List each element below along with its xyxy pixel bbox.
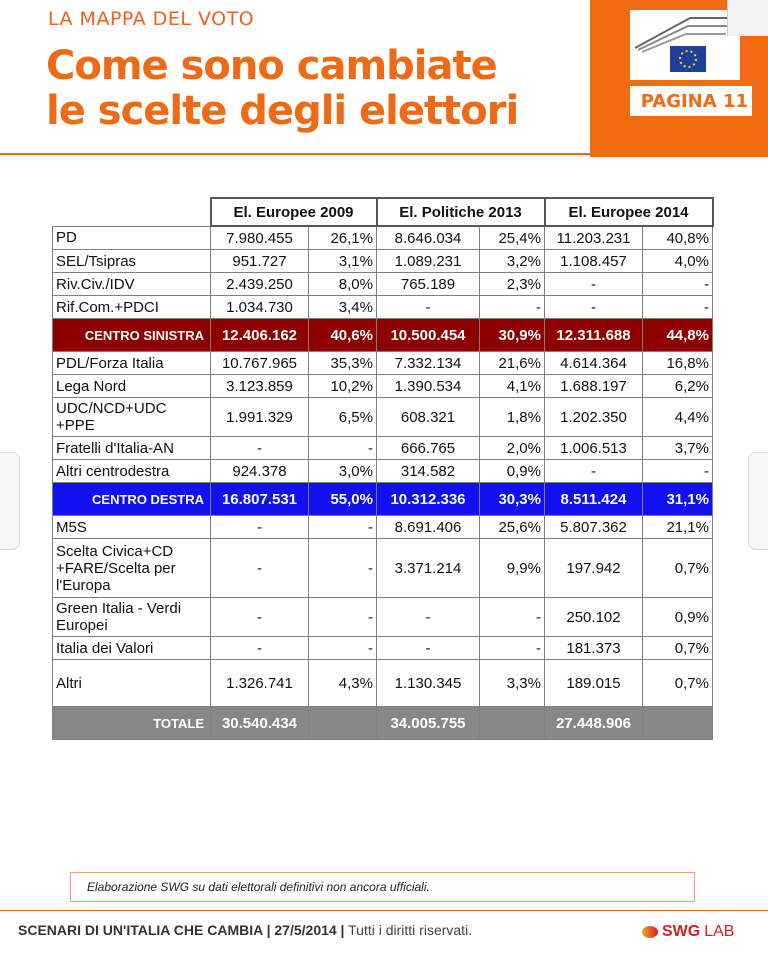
page-title	[46, 44, 518, 134]
percent-cell: 21,6%	[480, 352, 545, 375]
row-label: SEL/Tsipras	[53, 250, 211, 273]
footer-title: SCENARI DI UN'ITALIA CHE CAMBIA | 27/5/2014 |	[18, 922, 345, 938]
votes-cell: 189.015	[545, 660, 643, 707]
footer-divider	[0, 910, 768, 911]
percent-cell	[309, 707, 377, 740]
column-header: El. Politiche 2013	[377, 198, 545, 226]
row-label: Altri	[53, 660, 211, 707]
percent-cell	[643, 707, 713, 740]
votes-cell: 1.688.197	[545, 375, 643, 398]
votes-cell: 12.311.688	[545, 319, 643, 352]
percent-cell: -	[309, 539, 377, 598]
logo-sub: LAB	[704, 923, 735, 940]
table-row	[53, 375, 713, 398]
votes-cell: 16.807.531	[211, 483, 309, 516]
table-row	[53, 226, 713, 250]
votes-cell: 250.102	[545, 598, 643, 637]
row-label: Lega Nord	[53, 375, 211, 398]
votes-cell: 5.807.362	[545, 516, 643, 539]
votes-cell: 924.378	[211, 460, 309, 483]
votes-cell: -	[377, 637, 480, 660]
votes-cell: -	[377, 598, 480, 637]
percent-cell: 8,0%	[309, 273, 377, 296]
votes-cell: 1.390.534	[377, 375, 480, 398]
row-label: TOTALE	[53, 707, 211, 740]
votes-cell: 10.767.965	[211, 352, 309, 375]
percent-cell: 4,4%	[643, 398, 713, 437]
percent-cell: 9,9%	[480, 539, 545, 598]
votes-cell: 1.108.457	[545, 250, 643, 273]
percent-cell: 40,6%	[309, 319, 377, 352]
percent-cell: 30,9%	[480, 319, 545, 352]
percent-cell: 21,1%	[643, 516, 713, 539]
logo-main: SWG	[662, 923, 701, 940]
votes-cell: 12.406.162	[211, 319, 309, 352]
percent-cell: 2,3%	[480, 273, 545, 296]
percent-cell: 31,1%	[643, 483, 713, 516]
votes-cell: 1.089.231	[377, 250, 480, 273]
row-label: PDL/Forza Italia	[53, 352, 211, 375]
percent-cell: 25,4%	[480, 226, 545, 250]
percent-cell: 0,7%	[643, 637, 713, 660]
votes-cell: 1.006.513	[545, 437, 643, 460]
votes-cell: -	[545, 296, 643, 319]
percent-cell: 44,8%	[643, 319, 713, 352]
parliament-logo-icon	[630, 10, 740, 80]
table-header-row	[53, 198, 713, 226]
row-label: Riv.Civ./IDV	[53, 273, 211, 296]
votes-cell: 10.312.336	[377, 483, 480, 516]
votes-cell: -	[545, 273, 643, 296]
percent-cell: -	[643, 296, 713, 319]
percent-cell: 3,7%	[643, 437, 713, 460]
votes-cell: 8.511.424	[545, 483, 643, 516]
percent-cell: 6,5%	[309, 398, 377, 437]
source-note: Elaborazione SWG su dati elettorali definitivi non ancora ufficiali.	[70, 872, 695, 902]
votes-cell: 314.582	[377, 460, 480, 483]
column-header: El. Europee 2014	[545, 198, 713, 226]
table-row	[53, 398, 713, 437]
votes-cell: 30.540.434	[211, 707, 309, 740]
percent-cell: -	[309, 437, 377, 460]
previous-page-tab[interactable]	[0, 452, 20, 550]
row-label: CENTRO SINISTRA	[53, 319, 211, 352]
row-label: UDC/NCD+UDC +PPE	[53, 398, 211, 437]
results-table	[52, 197, 714, 740]
next-page-tab[interactable]	[748, 452, 768, 550]
votes-cell: 1.202.350	[545, 398, 643, 437]
percent-cell: 0,7%	[643, 660, 713, 707]
votes-cell: 1.130.345	[377, 660, 480, 707]
row-label: Fratelli d'Italia-AN	[53, 437, 211, 460]
percent-cell: 30,3%	[480, 483, 545, 516]
votes-cell: -	[211, 516, 309, 539]
table-row	[53, 437, 713, 460]
row-label: M5S	[53, 516, 211, 539]
row-label: CENTRO DESTRA	[53, 483, 211, 516]
votes-cell: 181.373	[545, 637, 643, 660]
percent-cell: -	[480, 598, 545, 637]
table-row	[53, 273, 713, 296]
percent-cell: -	[480, 637, 545, 660]
percent-cell: 3,4%	[309, 296, 377, 319]
swg-swirl-icon	[642, 926, 658, 938]
footer-rights: Tutti i diritti riservati.	[344, 922, 473, 938]
row-label: PD	[53, 226, 211, 250]
votes-cell: 4.614.364	[545, 352, 643, 375]
votes-cell: -	[545, 460, 643, 483]
percent-cell: 2,0%	[480, 437, 545, 460]
page-corner-fold[interactable]	[727, 0, 768, 36]
row-label: Rif.Com.+PDCI	[53, 296, 211, 319]
percent-cell: 55,0%	[309, 483, 377, 516]
percent-cell: 3,3%	[480, 660, 545, 707]
table-row	[53, 483, 713, 516]
votes-cell: 8.646.034	[377, 226, 480, 250]
percent-cell: 40,8%	[643, 226, 713, 250]
votes-cell: 2.439.250	[211, 273, 309, 296]
percent-cell: 3,0%	[309, 460, 377, 483]
percent-cell: 0,9%	[480, 460, 545, 483]
votes-cell: -	[377, 296, 480, 319]
table-row	[53, 660, 713, 707]
votes-cell: 3.123.859	[211, 375, 309, 398]
row-label: Scelta Civica+CD +FARE/Scelta per l'Europa	[53, 539, 211, 598]
swg-lab-logo	[642, 923, 734, 941]
votes-cell: 10.500.454	[377, 319, 480, 352]
votes-cell: -	[211, 539, 309, 598]
percent-cell	[480, 707, 545, 740]
votes-cell: 7.332.134	[377, 352, 480, 375]
title-line-1: Come sono cambiate	[46, 43, 497, 89]
percent-cell: 3,2%	[480, 250, 545, 273]
footer-text	[18, 922, 472, 938]
row-label: Green Italia - Verdi Europei	[53, 598, 211, 637]
column-header: El. Europee 2009	[211, 198, 377, 226]
title-line-2: le scelte degli elettori	[46, 88, 519, 134]
votes-cell: 951.727	[211, 250, 309, 273]
votes-cell: 27.448.906	[545, 707, 643, 740]
votes-cell: 197.942	[545, 539, 643, 598]
percent-cell: 16,8%	[643, 352, 713, 375]
percent-cell: 25,6%	[480, 516, 545, 539]
percent-cell: -	[309, 598, 377, 637]
votes-cell: 1.326.741	[211, 660, 309, 707]
percent-cell: 4,3%	[309, 660, 377, 707]
percent-cell: -	[309, 637, 377, 660]
row-label: Italia dei Valori	[53, 637, 211, 660]
percent-cell: 0,9%	[643, 598, 713, 637]
votes-cell: -	[211, 437, 309, 460]
table-row	[53, 296, 713, 319]
percent-cell: 3,1%	[309, 250, 377, 273]
percent-cell: 1,8%	[480, 398, 545, 437]
table-row	[53, 250, 713, 273]
votes-cell: 1.991.329	[211, 398, 309, 437]
table-row	[53, 516, 713, 539]
percent-cell: -	[643, 273, 713, 296]
percent-cell: 10,2%	[309, 375, 377, 398]
percent-cell: 26,1%	[309, 226, 377, 250]
table-row	[53, 319, 713, 352]
percent-cell: -	[309, 516, 377, 539]
votes-cell: 7.980.455	[211, 226, 309, 250]
votes-cell: 765.189	[377, 273, 480, 296]
percent-cell: 4,0%	[643, 250, 713, 273]
votes-cell: 1.034.730	[211, 296, 309, 319]
table-row	[53, 460, 713, 483]
table-row	[53, 539, 713, 598]
votes-cell: -	[211, 637, 309, 660]
percent-cell: -	[643, 460, 713, 483]
percent-cell: 0,7%	[643, 539, 713, 598]
votes-cell: -	[211, 598, 309, 637]
section-kicker: LA MAPPA DEL VOTO	[48, 8, 255, 30]
table-row	[53, 352, 713, 375]
row-label: Altri centrodestra	[53, 460, 211, 483]
votes-cell: 3.371.214	[377, 539, 480, 598]
percent-cell: 4,1%	[480, 375, 545, 398]
votes-cell: 34.005.755	[377, 707, 480, 740]
percent-cell: 6,2%	[643, 375, 713, 398]
votes-cell: 608.321	[377, 398, 480, 437]
votes-cell: 8.691.406	[377, 516, 480, 539]
percent-cell: 35,3%	[309, 352, 377, 375]
header-divider	[0, 153, 590, 155]
votes-cell: 11.203.231	[545, 226, 643, 250]
page-number-tag: PAGINA 11	[630, 86, 752, 116]
table-row	[53, 637, 713, 660]
votes-cell: 666.765	[377, 437, 480, 460]
table-row	[53, 707, 713, 740]
percent-cell: -	[480, 296, 545, 319]
table-row	[53, 598, 713, 637]
